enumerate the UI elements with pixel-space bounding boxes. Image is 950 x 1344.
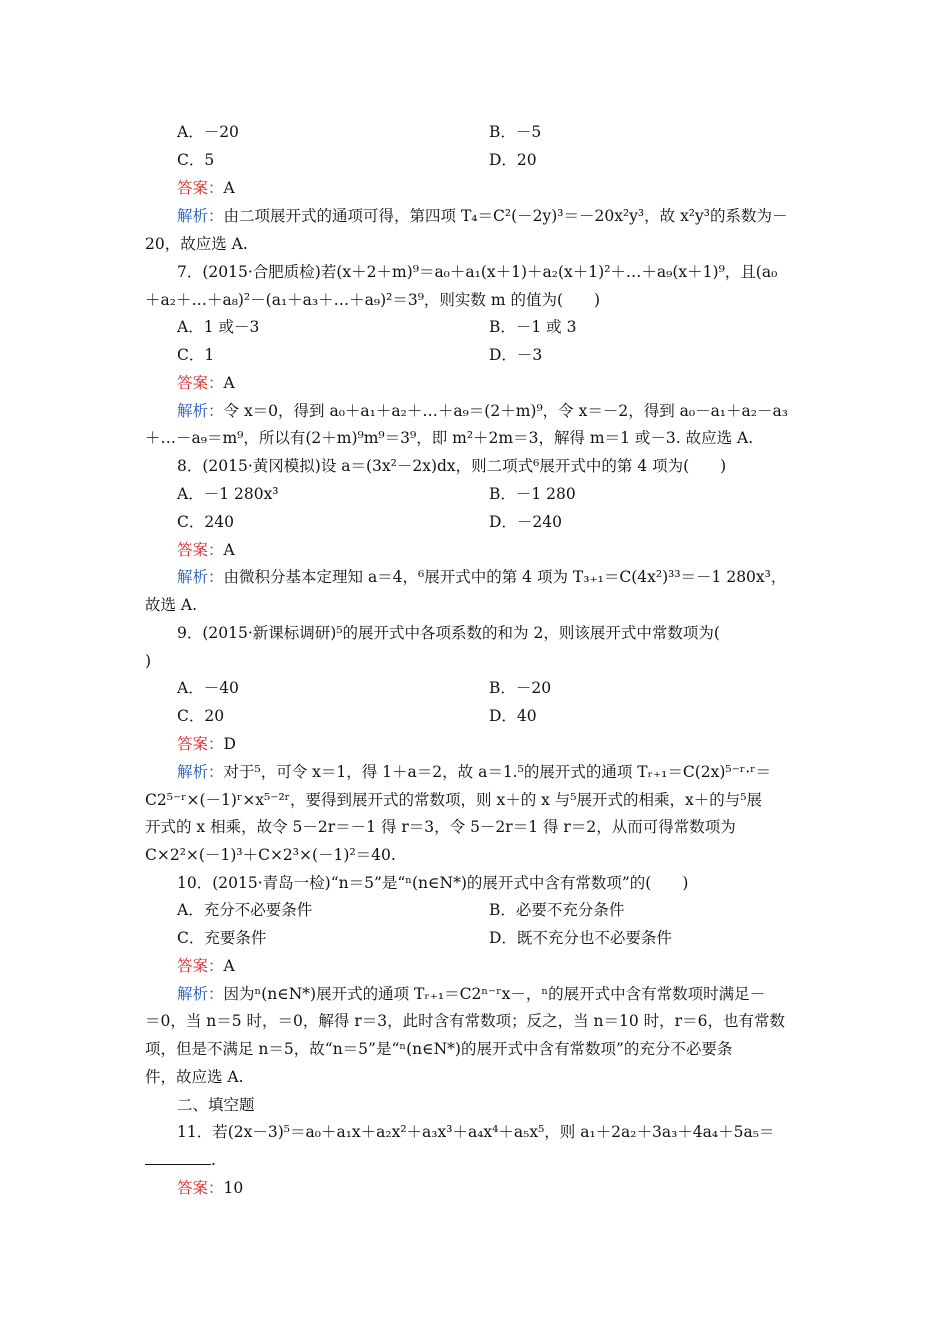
options-row xyxy=(177,900,842,920)
explanation-text: 故选 A. xyxy=(145,596,198,614)
explanation-line xyxy=(145,1067,810,1087)
option-c: C．充要条件 xyxy=(177,929,267,947)
question-9-stem-cont xyxy=(145,651,810,671)
answer-value: A xyxy=(223,957,235,975)
question-text: 8．(2015·黄冈模拟)设 a＝(3x²－2x)dx，则二项式⁶展开式中的第 4 项为( ) xyxy=(177,457,727,475)
option-a: A．充分不必要条件 xyxy=(177,901,313,919)
explanation-text: 项，但是不满足 n＝5，故“n＝5”是“ⁿ(n∈N*)的展开式中含有常数项”的充分不必要条 xyxy=(145,1040,733,1058)
question-text: ＋a₂＋…＋a₈)²－(a₁＋a₃＋…＋a₉)²＝3⁹，则实数 m 的值为( ) xyxy=(145,291,601,309)
fill-blank xyxy=(145,1150,211,1165)
option-d: D．20 xyxy=(489,151,537,169)
explanation-label: 解析： xyxy=(177,763,224,781)
question-text: ) xyxy=(145,652,152,670)
explanation-text: 20，故应选 A. xyxy=(145,235,248,253)
explanation-line xyxy=(145,234,810,254)
answer-line xyxy=(177,178,842,198)
question-11-stem xyxy=(177,1122,842,1142)
question-10-stem xyxy=(177,873,842,893)
explanation-line xyxy=(145,428,810,448)
option-c: C．240 xyxy=(177,513,234,531)
option-d: D．40 xyxy=(489,707,537,725)
explanation-label: 解析： xyxy=(177,207,224,225)
explanation-text: 令 x＝0，得到 a₀＋a₁＋a₂＋…＋a₉＝(2＋m)⁹，令 x＝－2，得到 a₀－a₁＋a₂－a₃ xyxy=(223,402,788,420)
answer-line xyxy=(177,956,842,976)
explanation-text: ＋…－a₉＝m⁹，所以有(2＋m)⁹m⁹＝3⁹，即 m²＋2m＝3，解得 m＝1 或－3. 故应选 A. xyxy=(145,429,754,447)
question-text: 9．(2015·新课标调研)⁵的展开式中各项系数的和为 2，则该展开式中常数项为( xyxy=(177,624,720,642)
option-a: A．－1 280x³ xyxy=(177,485,279,503)
option-b: B．－1 或 3 xyxy=(489,318,577,336)
explanation-text: 对于⁵，可令 x＝1，得 1＋a＝2，故 a＝1.⁵的展开式的通项 Tᵣ₊₁＝C(2x)⁵⁻ʳ·ʳ＝ xyxy=(223,763,772,781)
question-7-stem-cont xyxy=(145,290,810,310)
options-row xyxy=(177,484,842,504)
question-9-stem xyxy=(177,623,842,643)
explanation-line xyxy=(177,401,842,421)
explanation-text: 由二项展开式的通项可得，第四项 T₄＝C²(－2y)³＝－20x²y³，故 x²y³的系数为－ xyxy=(223,207,788,225)
explanation-line xyxy=(145,1039,810,1059)
option-b: B．－20 xyxy=(489,679,552,697)
options-row xyxy=(177,317,842,337)
answer-label: 答案： xyxy=(177,179,224,197)
answer-label: 答案： xyxy=(177,957,224,975)
section-heading xyxy=(177,1095,842,1115)
explanation-text: 由微积分基本定理知 a＝4，⁶展开式中的第 4 项为 T₃₊₁＝C(4x²)³³＝－1 280x³， xyxy=(223,568,787,586)
question-text: 7．(2015·合肥质检)若(x＋2＋m)⁹＝a₀＋a₁(x＋1)＋a₂(x＋1)²＋…＋a₉(x＋1)⁹，且(a₀ xyxy=(177,263,778,281)
explanation-text: ＝0，当 n＝5 时，＝0，解得 r＝3，此时含有常数项；反之，当 n＝10 时，r＝6，也有常数 xyxy=(145,1012,785,1030)
options-row xyxy=(177,512,842,532)
explanation-line xyxy=(177,567,842,587)
answer-line xyxy=(177,1178,842,1198)
option-a: A．－40 xyxy=(177,679,239,697)
question-7-stem xyxy=(177,262,842,282)
question-text: . xyxy=(211,1151,216,1169)
explanation-line xyxy=(177,762,842,782)
explanation-line xyxy=(145,595,810,615)
explanation-label: 解析： xyxy=(177,985,224,1003)
explanation-line xyxy=(145,1011,810,1031)
explanation-label: 解析： xyxy=(177,568,224,586)
explanation-line xyxy=(145,790,810,810)
question-11-stem-cont xyxy=(145,1150,810,1170)
question-text: 10．(2015·青岛一检)“n＝5”是“ⁿ(n∈N*)的展开式中含有常数项”的( ) xyxy=(177,874,689,892)
options-row xyxy=(177,678,842,698)
option-b: B．－5 xyxy=(489,123,542,141)
question-text: 11．若(2x－3)⁵＝a₀＋a₁x＋a₂x²＋a₃x³＋a₄x⁴＋a₅x⁵，则 a₁＋2a₂＋3a₃＋4a₄＋5a₅＝ xyxy=(177,1123,775,1141)
option-c: C．5 xyxy=(177,151,215,169)
answer-value: A xyxy=(223,374,235,392)
option-d: D．－240 xyxy=(489,513,563,531)
options-row xyxy=(177,122,842,142)
explanation-text: 开式的 x 相乘，故令 5－2r＝－1 得 r＝3，令 5－2r＝1 得 r＝2，从而可得常数项为 xyxy=(145,818,736,836)
answer-value: 10 xyxy=(223,1179,244,1197)
answer-value: A xyxy=(223,179,235,197)
answer-value: D xyxy=(223,735,236,753)
explanation-line xyxy=(145,845,810,865)
option-b: B．必要不充分条件 xyxy=(489,901,625,919)
answer-label: 答案： xyxy=(177,541,224,559)
options-row xyxy=(177,706,842,726)
explanation-label: 解析： xyxy=(177,402,224,420)
answer-value: A xyxy=(223,541,235,559)
answer-label: 答案： xyxy=(177,374,224,392)
explanation-text: C×2²×(－1)³＋C×2³×(－1)²＝40. xyxy=(145,846,396,864)
options-row xyxy=(177,345,842,365)
explanation-text: 件，故应选 A. xyxy=(145,1068,244,1086)
option-d: D．既不充分也不必要条件 xyxy=(489,929,672,947)
question-8-stem xyxy=(177,456,842,476)
option-d: D．－3 xyxy=(489,346,543,364)
option-a: A．1 或－3 xyxy=(177,318,260,336)
answer-line xyxy=(177,734,842,754)
options-row xyxy=(177,150,842,170)
option-a: A．－20 xyxy=(177,123,239,141)
answer-label: 答案： xyxy=(177,735,224,753)
option-c: C．1 xyxy=(177,346,215,364)
explanation-line xyxy=(177,206,842,226)
explanation-text: C2⁵⁻ʳ×(－1)ʳ×x⁵⁻²ʳ，要得到展开式的常数项，则 x＋的 x 与⁵展开式的相乘，x＋的与⁵展 xyxy=(145,791,762,809)
option-c: C．20 xyxy=(177,707,225,725)
explanation-text: 因为ⁿ(n∈N*)展开式的通项 Tᵣ₊₁＝C2ⁿ⁻ʳx－，ⁿ的展开式中含有常数项时满足－ xyxy=(223,985,766,1003)
answer-label: 答案： xyxy=(177,1179,224,1197)
explanation-line xyxy=(177,984,842,1004)
section-title: 二、填空题 xyxy=(177,1096,255,1114)
answer-line xyxy=(177,373,842,393)
option-b: B．－1 280 xyxy=(489,485,576,503)
answer-line xyxy=(177,540,842,560)
explanation-line xyxy=(145,817,810,837)
options-row xyxy=(177,928,842,948)
